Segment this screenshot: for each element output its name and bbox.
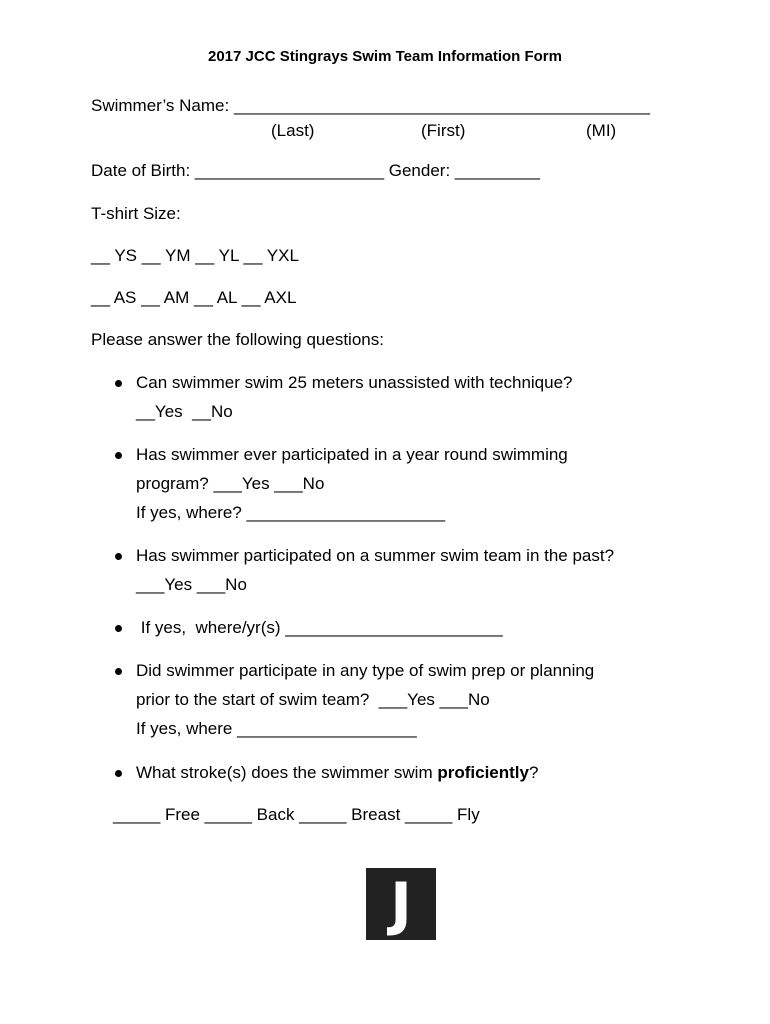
question-1-answer[interactable]: __Yes __No bbox=[136, 402, 233, 421]
name-last-label: (Last) bbox=[271, 121, 315, 140]
question-6-suffix: ? bbox=[528, 763, 539, 782]
question-2-where[interactable]: If yes, where? _____________________ bbox=[136, 503, 446, 522]
question-6-emphasis: proficiently bbox=[437, 763, 529, 782]
question-5-text: Did swimmer participate in any type of swim prep or planning bbox=[136, 661, 595, 680]
swimmer-name-field[interactable]: Swimmer’s Name: ____________________________________________ bbox=[91, 96, 650, 115]
name-mi-label: (MI) bbox=[586, 121, 617, 140]
jcc-logo bbox=[366, 868, 436, 940]
tshirt-adult-options[interactable]: __ AS __ AM __ AL __ AXL bbox=[91, 288, 297, 307]
tshirt-size-label: T-shirt Size: bbox=[91, 204, 181, 223]
question-5-where[interactable]: If yes, where ___________________ bbox=[136, 719, 417, 738]
dob-gender-field[interactable]: Date of Birth: ____________________ Gender: _________ bbox=[91, 161, 540, 180]
question-3-answer[interactable]: ___Yes ___No bbox=[136, 575, 247, 594]
name-first-label: (First) bbox=[421, 121, 466, 140]
question-2-answer[interactable]: program? ___Yes ___No bbox=[136, 474, 325, 493]
question-5-answer[interactable]: prior to the start of swim team? ___Yes ___No bbox=[136, 690, 490, 709]
logo-letter: J bbox=[390, 870, 412, 938]
bullet-icon bbox=[115, 380, 122, 387]
question-4-where-year[interactable]: If yes, where/yr(s) _______________________ bbox=[136, 618, 503, 637]
bullet-icon bbox=[115, 668, 122, 675]
form-title: 2017 JCC Stingrays Swim Team Information Form bbox=[208, 48, 562, 65]
question-1-text: Can swimmer swim 25 meters unassisted with technique? bbox=[136, 373, 573, 392]
strokes-options[interactable]: _____ Free _____ Back _____ Breast _____ Fly bbox=[113, 805, 480, 824]
question-2-text: Has swimmer ever participated in a year round swimming bbox=[136, 445, 568, 464]
tshirt-youth-options[interactable]: __ YS __ YM __ YL __ YXL bbox=[91, 246, 299, 265]
questions-intro: Please answer the following questions: bbox=[91, 330, 384, 349]
bullet-icon bbox=[115, 553, 122, 560]
bullet-icon bbox=[115, 625, 122, 632]
question-3-text: Has swimmer participated on a summer swim team in the past? bbox=[136, 546, 615, 565]
bullet-icon bbox=[115, 452, 122, 459]
question-6-text bbox=[136, 763, 538, 783]
question-6-prefix: What stroke(s) does the swimmer swim bbox=[136, 763, 438, 782]
bullet-icon bbox=[115, 770, 122, 777]
